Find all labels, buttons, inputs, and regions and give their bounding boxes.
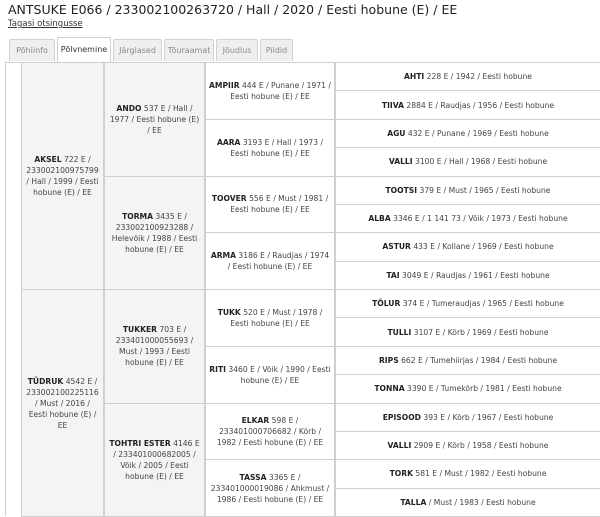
horse-entry xyxy=(379,100,557,111)
horse-name-link[interactable]: TOOVER xyxy=(212,194,247,203)
horse-entry xyxy=(387,468,550,479)
pedigree-cell-gen4 xyxy=(335,431,600,460)
pedigree-cell-gen4 xyxy=(335,488,600,517)
horse-entry xyxy=(206,307,334,329)
back-to-search-link[interactable]: Tagasi otsingusse xyxy=(8,19,83,29)
pedigree-cell-gen3 xyxy=(205,232,335,290)
horse-name-link[interactable]: VALLI xyxy=(389,157,413,166)
horse-name-link[interactable]: AHTI xyxy=(404,72,424,81)
horse-details: 4542 E / 233002100225116 / Must / 2016 / Eesti hobune (E) / EE xyxy=(26,377,98,430)
horse-name-link[interactable]: TUKK xyxy=(218,308,241,317)
horse-details: 444 E / Punane / 1971 / Eesti hobune (E) / EE xyxy=(230,81,331,101)
pedigree-cell-gen4 xyxy=(335,261,600,290)
horse-details: 379 E / Must / 1965 / Eesti hobune xyxy=(417,186,550,195)
horse-name-link[interactable]: AKSEL xyxy=(34,155,61,164)
pedigree-cell-gen4 xyxy=(335,317,600,346)
horse-details: 703 E / 233401000055693 / Must / 1993 / Eesti hobune (E) / EE xyxy=(116,325,193,367)
tab-studbook[interactable]: Tõuraamat xyxy=(164,39,214,61)
horse-entry xyxy=(379,241,556,252)
horse-entry xyxy=(105,211,204,255)
horse-name-link[interactable]: RITI xyxy=(209,365,226,374)
pedigree-cell-gen3 xyxy=(205,403,335,461)
horse-entry xyxy=(105,438,204,482)
horse-details: 3435 E / 233002100923288 / Helevõik / 1988 / Eesti hobune (E) / EE xyxy=(112,212,197,254)
pedigree-cell-gen1 xyxy=(21,62,104,290)
tab-offspring[interactable]: Järglased xyxy=(113,39,162,61)
horse-name-link[interactable]: TOOTSI xyxy=(386,186,418,195)
pedigree-cell-gen4 xyxy=(335,403,600,432)
horse-name-link[interactable]: TORK xyxy=(390,469,413,478)
pedigree-cell-gen2 xyxy=(104,289,205,404)
pedigree-cell-gen4 xyxy=(335,289,600,318)
horse-name-link[interactable]: AARA xyxy=(217,138,240,147)
pedigree-cell-gen2 xyxy=(104,176,205,291)
tab-performance[interactable]: Jõudlus xyxy=(216,39,258,61)
horse-name-link[interactable]: TÕLUR xyxy=(372,299,400,308)
horse-details: 4146 E / 233401000682005 / Võik / 2005 / Eesti hobune (E) / EE xyxy=(113,439,199,481)
horse-entry xyxy=(365,213,570,224)
pedigree-cell-gen3 xyxy=(205,176,335,234)
horse-details: 581 E / Must / 1982 / Eesti hobune xyxy=(413,469,546,478)
horse-entry xyxy=(206,364,334,386)
horse-entry xyxy=(385,440,552,451)
horse-entry xyxy=(401,71,535,82)
horse-entry xyxy=(206,137,334,159)
tab-bar xyxy=(5,37,600,63)
horse-details: 3049 E / Raudjas / 1961 / Eesti hobune xyxy=(400,271,550,280)
horse-details: 520 E / Must / 1978 / Eesti hobune (E) / EE xyxy=(230,308,322,328)
horse-entry xyxy=(376,355,560,366)
pedigree-cell-gen2 xyxy=(104,62,205,177)
horse-entry xyxy=(371,383,564,394)
horse-details: 537 E / Hall / 1977 / Eesti hobune (E) / EE xyxy=(110,104,199,135)
horse-details: 556 E / Must / 1981 / Eesti hobune (E) / EE xyxy=(230,194,328,214)
pedigree-cell-gen2 xyxy=(104,403,205,517)
pedigree-cell-gen4 xyxy=(335,147,600,176)
horse-entry xyxy=(22,376,103,431)
horse-name-link[interactable]: TUKKER xyxy=(123,325,157,334)
horse-details: 2909 E / Kõrb / 1958 / Eesti hobune xyxy=(411,441,548,450)
horse-details: 433 E / Kollane / 1969 / Eesti hobune xyxy=(411,242,554,251)
horse-name-link[interactable]: VALLI xyxy=(388,441,412,450)
horse-details: 722 E / 233002100975799 / Hall / 1999 / Eesti hobune (E) / EE xyxy=(26,155,98,197)
horse-entry xyxy=(22,154,103,198)
horse-entry xyxy=(369,298,567,309)
horse-name-link[interactable]: TAI xyxy=(386,271,399,280)
pedigree-cell-gen4 xyxy=(335,119,600,148)
pedigree-cell-gen4 xyxy=(335,90,600,119)
pedigree-cell-gen4 xyxy=(335,459,600,488)
pedigree-cell-gen4 xyxy=(335,62,600,91)
horse-entry xyxy=(105,324,204,368)
pedigree-cell-gen4 xyxy=(335,204,600,233)
horse-name-link[interactable]: TIIVA xyxy=(382,101,404,110)
horse-entry xyxy=(397,497,538,508)
pedigree-panel xyxy=(5,62,600,516)
pedigree-cell-gen1 xyxy=(21,289,104,517)
tab-basic-info[interactable]: Põhiinfo xyxy=(9,39,55,61)
tab-pictures[interactable]: Pildid xyxy=(260,39,293,61)
horse-name-link[interactable]: ELKAR xyxy=(242,416,270,425)
horse-name-link[interactable]: ALBA xyxy=(368,214,390,223)
page-title: ANTSUKE E066 / 233002100263720 / Hall / 2020 / Eesti hobune (E) / EE xyxy=(8,2,457,17)
pedigree-cell-gen4 xyxy=(335,176,600,205)
horse-details: 374 E / Tumeraudjas / 1965 / Eesti hobune xyxy=(400,299,564,308)
pedigree-cell-gen3 xyxy=(205,459,335,517)
horse-details: 662 E / Tumehiirjas / 1984 / Eesti hobune xyxy=(399,356,557,365)
horse-name-link[interactable]: ASTUR xyxy=(382,242,411,251)
horse-details: 3365 E / 233401000019086 / Ahkmust / 1986 / Eesti hobune (E) / EE xyxy=(211,473,329,504)
horse-details: / Must / 1983 / Eesti hobune xyxy=(426,498,535,507)
pedigree-cell-gen4 xyxy=(335,374,600,403)
horse-entry xyxy=(206,80,334,102)
horse-entry xyxy=(206,250,334,272)
horse-name-link[interactable]: EPISOOD xyxy=(383,413,421,422)
horse-name-link[interactable]: ARMA xyxy=(211,251,236,260)
horse-entry xyxy=(206,472,334,505)
horse-name-link[interactable]: TORMA xyxy=(122,212,153,221)
horse-entry xyxy=(380,412,557,423)
horse-details: 3346 E / 1 141 73 / Võik / 1973 / Eesti hobune xyxy=(391,214,568,223)
horse-name-link[interactable]: TOHTRI ESTER xyxy=(109,439,170,448)
horse-entry xyxy=(206,193,334,215)
horse-details: 228 E / 1942 / Eesti hobune xyxy=(424,72,532,81)
horse-details: 393 E / Kõrb / 1967 / Eesti hobune xyxy=(421,413,553,422)
horse-details: 3193 E / Hall / 1973 / Eesti hobune (E) / EE xyxy=(230,138,323,158)
horse-entry xyxy=(384,128,552,139)
pedigree-cell-gen4 xyxy=(335,346,600,375)
horse-details: 432 E / Punane / 1969 / Eesti hobune xyxy=(405,129,548,138)
horse-name-link[interactable]: ANDO xyxy=(116,104,141,113)
horse-details: 598 E / 233401000706682 / Kõrb / 1982 / Eesti hobune (E) / EE xyxy=(217,416,323,447)
horse-details: 3186 E / Raudjas / 1974 / Eesti hobune (E) / EE xyxy=(228,251,329,271)
horse-entry xyxy=(386,156,550,167)
pedigree-cell-gen3 xyxy=(205,346,335,404)
horse-name-link[interactable]: TULLI xyxy=(388,328,412,337)
horse-name-link[interactable]: RIPS xyxy=(379,356,399,365)
horse-entry xyxy=(105,103,204,136)
tab-pedigree[interactable]: Põlvnemine xyxy=(57,37,111,63)
horse-entry xyxy=(385,327,552,338)
pedigree-cell-gen3 xyxy=(205,119,335,177)
pedigree-cell-gen3 xyxy=(205,289,335,347)
horse-details: 3100 E / Hall / 1968 / Eesti hobune xyxy=(413,157,548,166)
pedigree-cell-gen4 xyxy=(335,232,600,261)
pedigree-cell-gen3 xyxy=(205,62,335,120)
horse-name-link[interactable]: TASSA xyxy=(240,473,267,482)
horse-entry xyxy=(383,185,554,196)
horse-name-link[interactable]: TÜDRUK xyxy=(28,377,64,386)
horse-entry xyxy=(206,415,334,448)
horse-name-link[interactable]: TALLA xyxy=(400,498,426,507)
horse-details: 2884 E / Raudjas / 1956 / Eesti hobune xyxy=(404,101,554,110)
horse-details: 3107 E / Kõrb / 1969 / Eesti hobune xyxy=(411,328,548,337)
horse-name-link[interactable]: AGU xyxy=(387,129,405,138)
horse-name-link[interactable]: TONNA xyxy=(374,384,404,393)
horse-details: 3460 E / Võik / 1990 / Eesti hobune (E) / EE xyxy=(226,365,331,385)
horse-details: 3390 E / Tumekõrb / 1981 / Eesti hobune xyxy=(405,384,562,393)
horse-entry xyxy=(383,270,552,281)
horse-name-link[interactable]: AMPIIR xyxy=(209,81,240,90)
